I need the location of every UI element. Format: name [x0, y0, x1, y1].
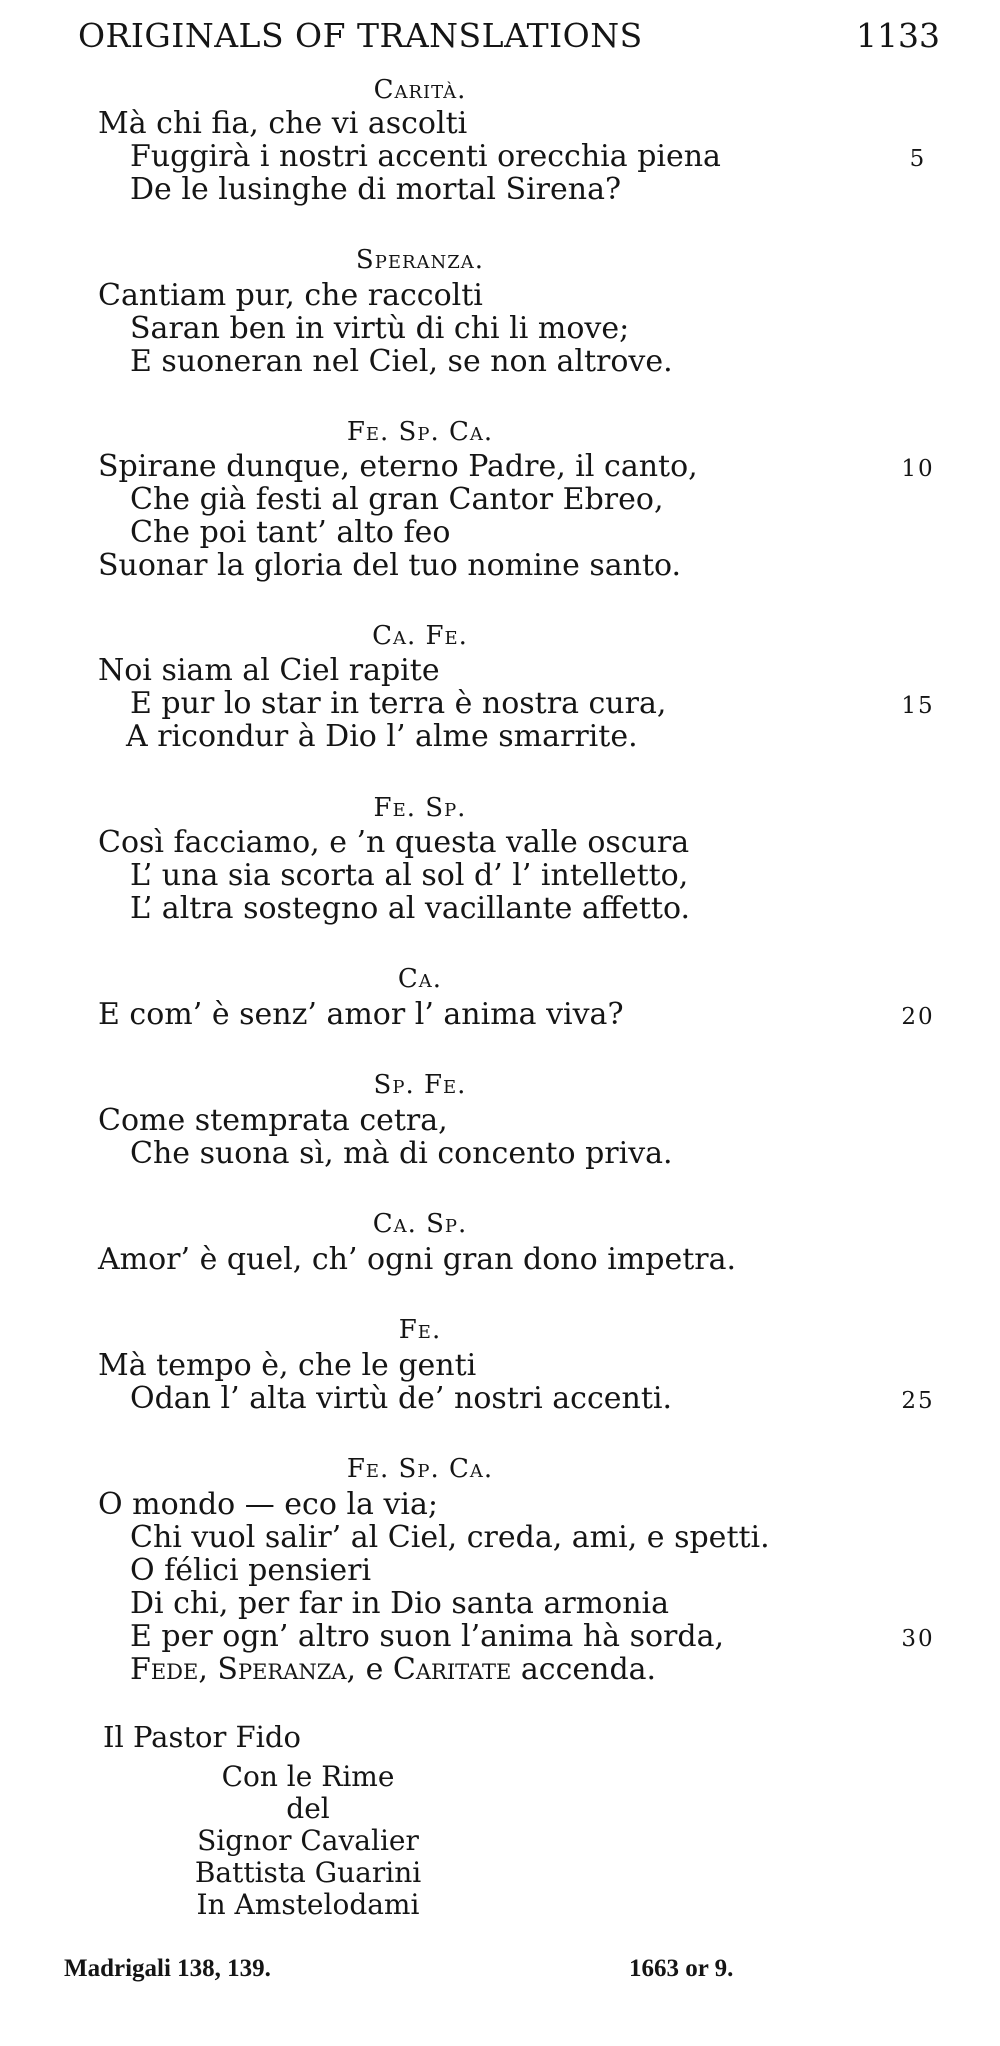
footer-reference: Madrigali 138, 139.	[64, 1955, 271, 1982]
verse-line: Che poi tant’ alto feo	[130, 515, 451, 550]
verse-line: Amor’ è quel, ch’ ogni gran dono impetra.	[98, 1242, 737, 1277]
line-ending: accenda.	[511, 1652, 657, 1687]
verse-line: De le lusinghe di mortal Sirena?	[130, 172, 622, 207]
speaker-heading: Fe. Sp. Ca.	[346, 1454, 494, 1484]
verse-line: L’ una sia scorta al sol d’ l’ intelletto,	[130, 858, 689, 893]
verse-line: E pur lo star in terra è nostra cura,	[130, 686, 667, 721]
verse-line: Odan l’ alta virtù de’ nostri accenti.	[130, 1381, 673, 1416]
verse-line: Spirane dunque, eterno Padre, il canto,	[98, 449, 698, 484]
footer-date: 1663 or 9.	[629, 1955, 734, 1982]
page-number: 1133	[856, 16, 940, 55]
verse-line: Così facciamo, e ’n questa valle oscura	[98, 825, 690, 860]
verse-line	[130, 1652, 657, 1687]
verse-line: Chi vuol salir’ al Ciel, creda, ami, e spetti.	[130, 1520, 770, 1555]
line-number: 30	[901, 1626, 935, 1652]
speaker-heading: Sp. Fe.	[373, 1070, 467, 1100]
line-number: 20	[901, 1004, 935, 1030]
verse-line: E suoneran nel Ciel, se non altrove.	[130, 344, 673, 379]
speaker-heading: Ca.	[397, 964, 443, 994]
verse-line: Noi siam al Ciel rapite	[98, 653, 440, 688]
verse-line: L’ altra sostegno al vacillante affetto.	[130, 891, 691, 926]
line-number: 10	[901, 456, 935, 482]
speaker-heading: Speranza.	[355, 245, 485, 275]
speaker-heading: Ca. Sp.	[372, 1209, 468, 1239]
verse-line: Mà chi fia, che vi ascolti	[98, 106, 468, 141]
separator: , e	[346, 1652, 393, 1687]
colophon-title: Il Pastor Fido	[103, 1720, 301, 1754]
separator: ,	[198, 1652, 218, 1687]
verse-line: Mà tempo è, che le genti	[98, 1348, 477, 1383]
running-title: ORIGINALS OF TRANSLATIONS	[78, 16, 643, 55]
colophon-line: Battista Guarini	[194, 1856, 422, 1889]
colophon-line: In Amstelodami	[196, 1888, 420, 1921]
verse-line: Come stemprata cetra,	[98, 1103, 448, 1138]
line-number: 15	[901, 693, 935, 719]
line-number: 25	[901, 1388, 935, 1414]
verse-line: E com’ è senz’ amor l’ anima viva?	[98, 997, 624, 1032]
verse-line: O mondo — eco la via;	[98, 1487, 439, 1522]
virtue-name-fede: Fede	[130, 1652, 199, 1687]
virtue-name-speranza: Speranza	[217, 1652, 347, 1687]
verse-line: Di chi, per far in Dio santa armonia	[130, 1586, 669, 1621]
line-number: 5	[909, 146, 927, 172]
verse-line: A ricondur à Dio l’ alme smarrite.	[126, 719, 638, 754]
verse-line: Suonar la gloria del tuo nomine santo.	[98, 548, 682, 583]
verse-line: Cantiam pur, che raccolti	[98, 278, 483, 313]
verse-line: E per ogn’ altro suon l’anima hà sorda,	[130, 1619, 725, 1654]
verse-line: Che già festi al gran Cantor Ebreo,	[130, 482, 664, 517]
speaker-heading: Ca. Fe.	[372, 621, 468, 651]
page-header	[78, 16, 940, 64]
verse-line: Che suona sì, mà di concento priva.	[130, 1136, 673, 1171]
verse-line: Fuggirà i nostri accenti orecchia piena	[130, 139, 721, 174]
verse-line: Saran ben in virtù di chi li move;	[130, 311, 630, 346]
speaker-heading: Fe.	[398, 1315, 442, 1345]
virtue-name-caritate: Caritate	[392, 1652, 512, 1687]
speaker-heading: Carità.	[373, 75, 467, 105]
colophon-line: Signor Cavalier	[197, 1824, 419, 1857]
page-footer	[64, 1955, 924, 1995]
speaker-heading: Fe. Sp. Ca.	[346, 417, 494, 447]
colophon-line: Con le Rime	[221, 1760, 395, 1793]
verse-line: O félici pensieri	[130, 1553, 372, 1588]
speaker-heading: Fe. Sp.	[373, 793, 467, 823]
colophon-line: del	[286, 1792, 330, 1825]
